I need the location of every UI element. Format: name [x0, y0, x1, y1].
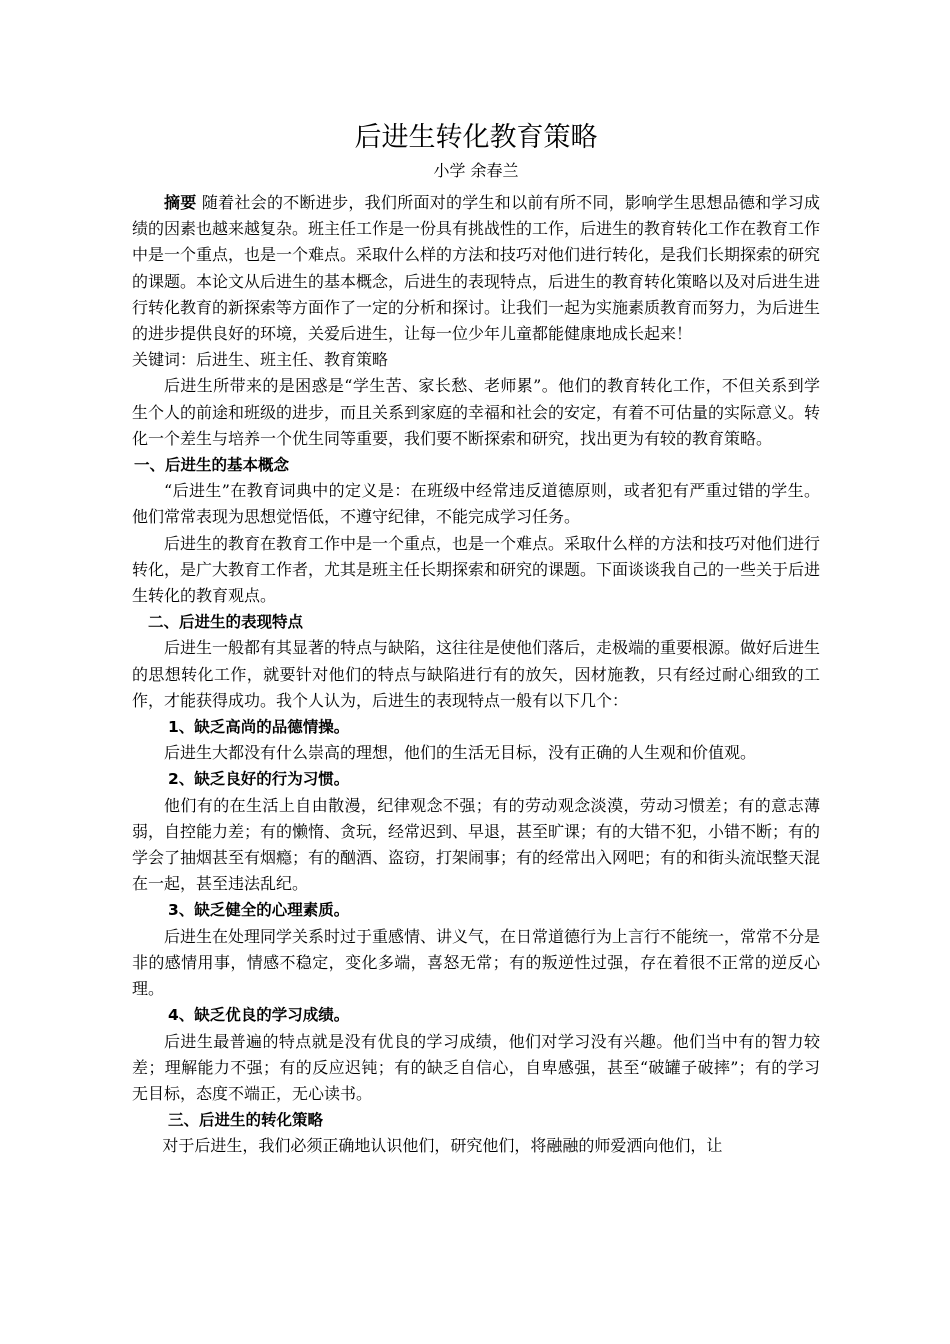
subheading-4: 4、缺乏优良的学习成绩。: [168, 1006, 350, 1025]
abstract-paragraph: [132, 190, 820, 347]
keywords-line: 关键词：后进生、班主任、教育策略: [132, 350, 389, 370]
section-heading-2: 二、后进生的表现特点: [148, 613, 304, 632]
abstract-text: 随着社会的不断进步，我们所面对的学生和以前有所不同，影响学生思想品德和学习成绩的因素也越来越复杂。班主任工作是一份具有挑战性的工作，后进生的教育转化工作在教育工作中是一个重点，也是一个难点。采取什么样的方法和技巧对他们进行转化，是我们长期探索的研究的课题。本论文从后进生的基本概念，后进生的表现特点，后进生的教育转化策略以及对后进生进行转化教育的新探索等方面作了一定的分析和探讨。让我们一起为实施素质教育而努力，为后进生的进步提供良好的环境，关爱后进生，让每一位少年儿童都能健康地成长起来！: [132, 193, 821, 344]
section1-paragraph-1: “后进生”在教育词典中的定义是：在班级中经常违反道德原则，或者犯有严重过错的学生。他们常常表现为思想觉悟低，不遵守纪律，不能完成学习任务。: [132, 481, 820, 527]
document-title: 后进生转化教育策略: [354, 122, 598, 153]
section1-paragraph-2: 后进生的教育在教育工作中是一个重点，也是一个难点。采取什么样的方法和技巧对他们进行转化，是广大教育工作者，尤其是班主任长期探索和研究的课题。下面谈谈我自己的一些关于后进生转化的教育观点。: [132, 533, 821, 606]
section-heading-3: 三、后进生的转化策略: [168, 1111, 324, 1130]
intro-paragraph: 后进生所带来的是困惑是“学生苦、家长愁、老师累”。他们的教育转化工作，不但关系到学生个人的前途和班级的进步，而且关系到家庭的幸福和社会的安定，有着不可估量的实际意义。转化一个差生与培养一个优生同等重要，我们要不断探索和研究，找出更为有较的教育策略。: [132, 376, 821, 448]
subheading-1: 1、缺乏高尚的品德情操。: [168, 718, 350, 737]
subheading-4-paragraph: 后进生最普遍的特点就是没有优良的学习成绩，他们对学习没有兴趣。他们当中有的智力较差；理解能力不强；有的反应迟钝；有的缺乏自信心，自卑感强，甚至“破罐子破摔”；有的学习无目标，态度不端正，无心读书。: [132, 1031, 820, 1103]
author-line: 小学 余春兰: [433, 161, 519, 180]
section3-paragraph: 对于后进生，我们必须正确地认识他们，研究他们，将融融的师爱洒向他们，让: [162, 1136, 723, 1156]
subheading-2: 2、缺乏良好的行为习惯。: [168, 770, 350, 789]
subheading-3: 3、缺乏健全的心理素质。: [168, 901, 350, 920]
document-page: [132, 118, 820, 1160]
abstract-label: 摘要: [164, 193, 197, 212]
section2-paragraph: 后进生一般都有其显著的特点与缺陷，这往往是使他们落后，走极端的重要根源。做好后进生的思想转化工作，就要针对他们的特点与缺陷进行有的放矢，因材施教，只有经过耐心细致的工作，才能获得成功。我个人认为，后进生的表现特点一般有以下几个：: [132, 638, 821, 710]
section-heading-1: 一、后进生的基本概念: [134, 456, 290, 475]
subheading-2-paragraph: 他们有的在生活上自由散漫，纪律观念不强；有的劳动观念淡漠，劳动习惯差；有的意志薄弱，自控能力差；有的懒惰、贪玩，经常迟到、早退，甚至旷课；有的大错不犯，小错不断；有的学会了抽烟甚至有烟瘾；有的酗酒、盗窃，打架闹事；有的经常出入网吧；有的和街头流氓整天混在一起，甚至违法乱纪。: [132, 795, 821, 894]
subheading-1-paragraph: 后进生大都没有什么崇高的理想，他们的生活无目标，没有正确的人生观和价值观。: [164, 743, 757, 763]
subheading-3-paragraph: 后进生在处理同学关系时过于重感情、讲义气，在日常道德行为上言行不能统一，常常不分是非的感情用事，情感不稳定，变化多端，喜怒无常；有的叛逆性过强，存在着很不正常的逆反心理。: [132, 926, 821, 999]
